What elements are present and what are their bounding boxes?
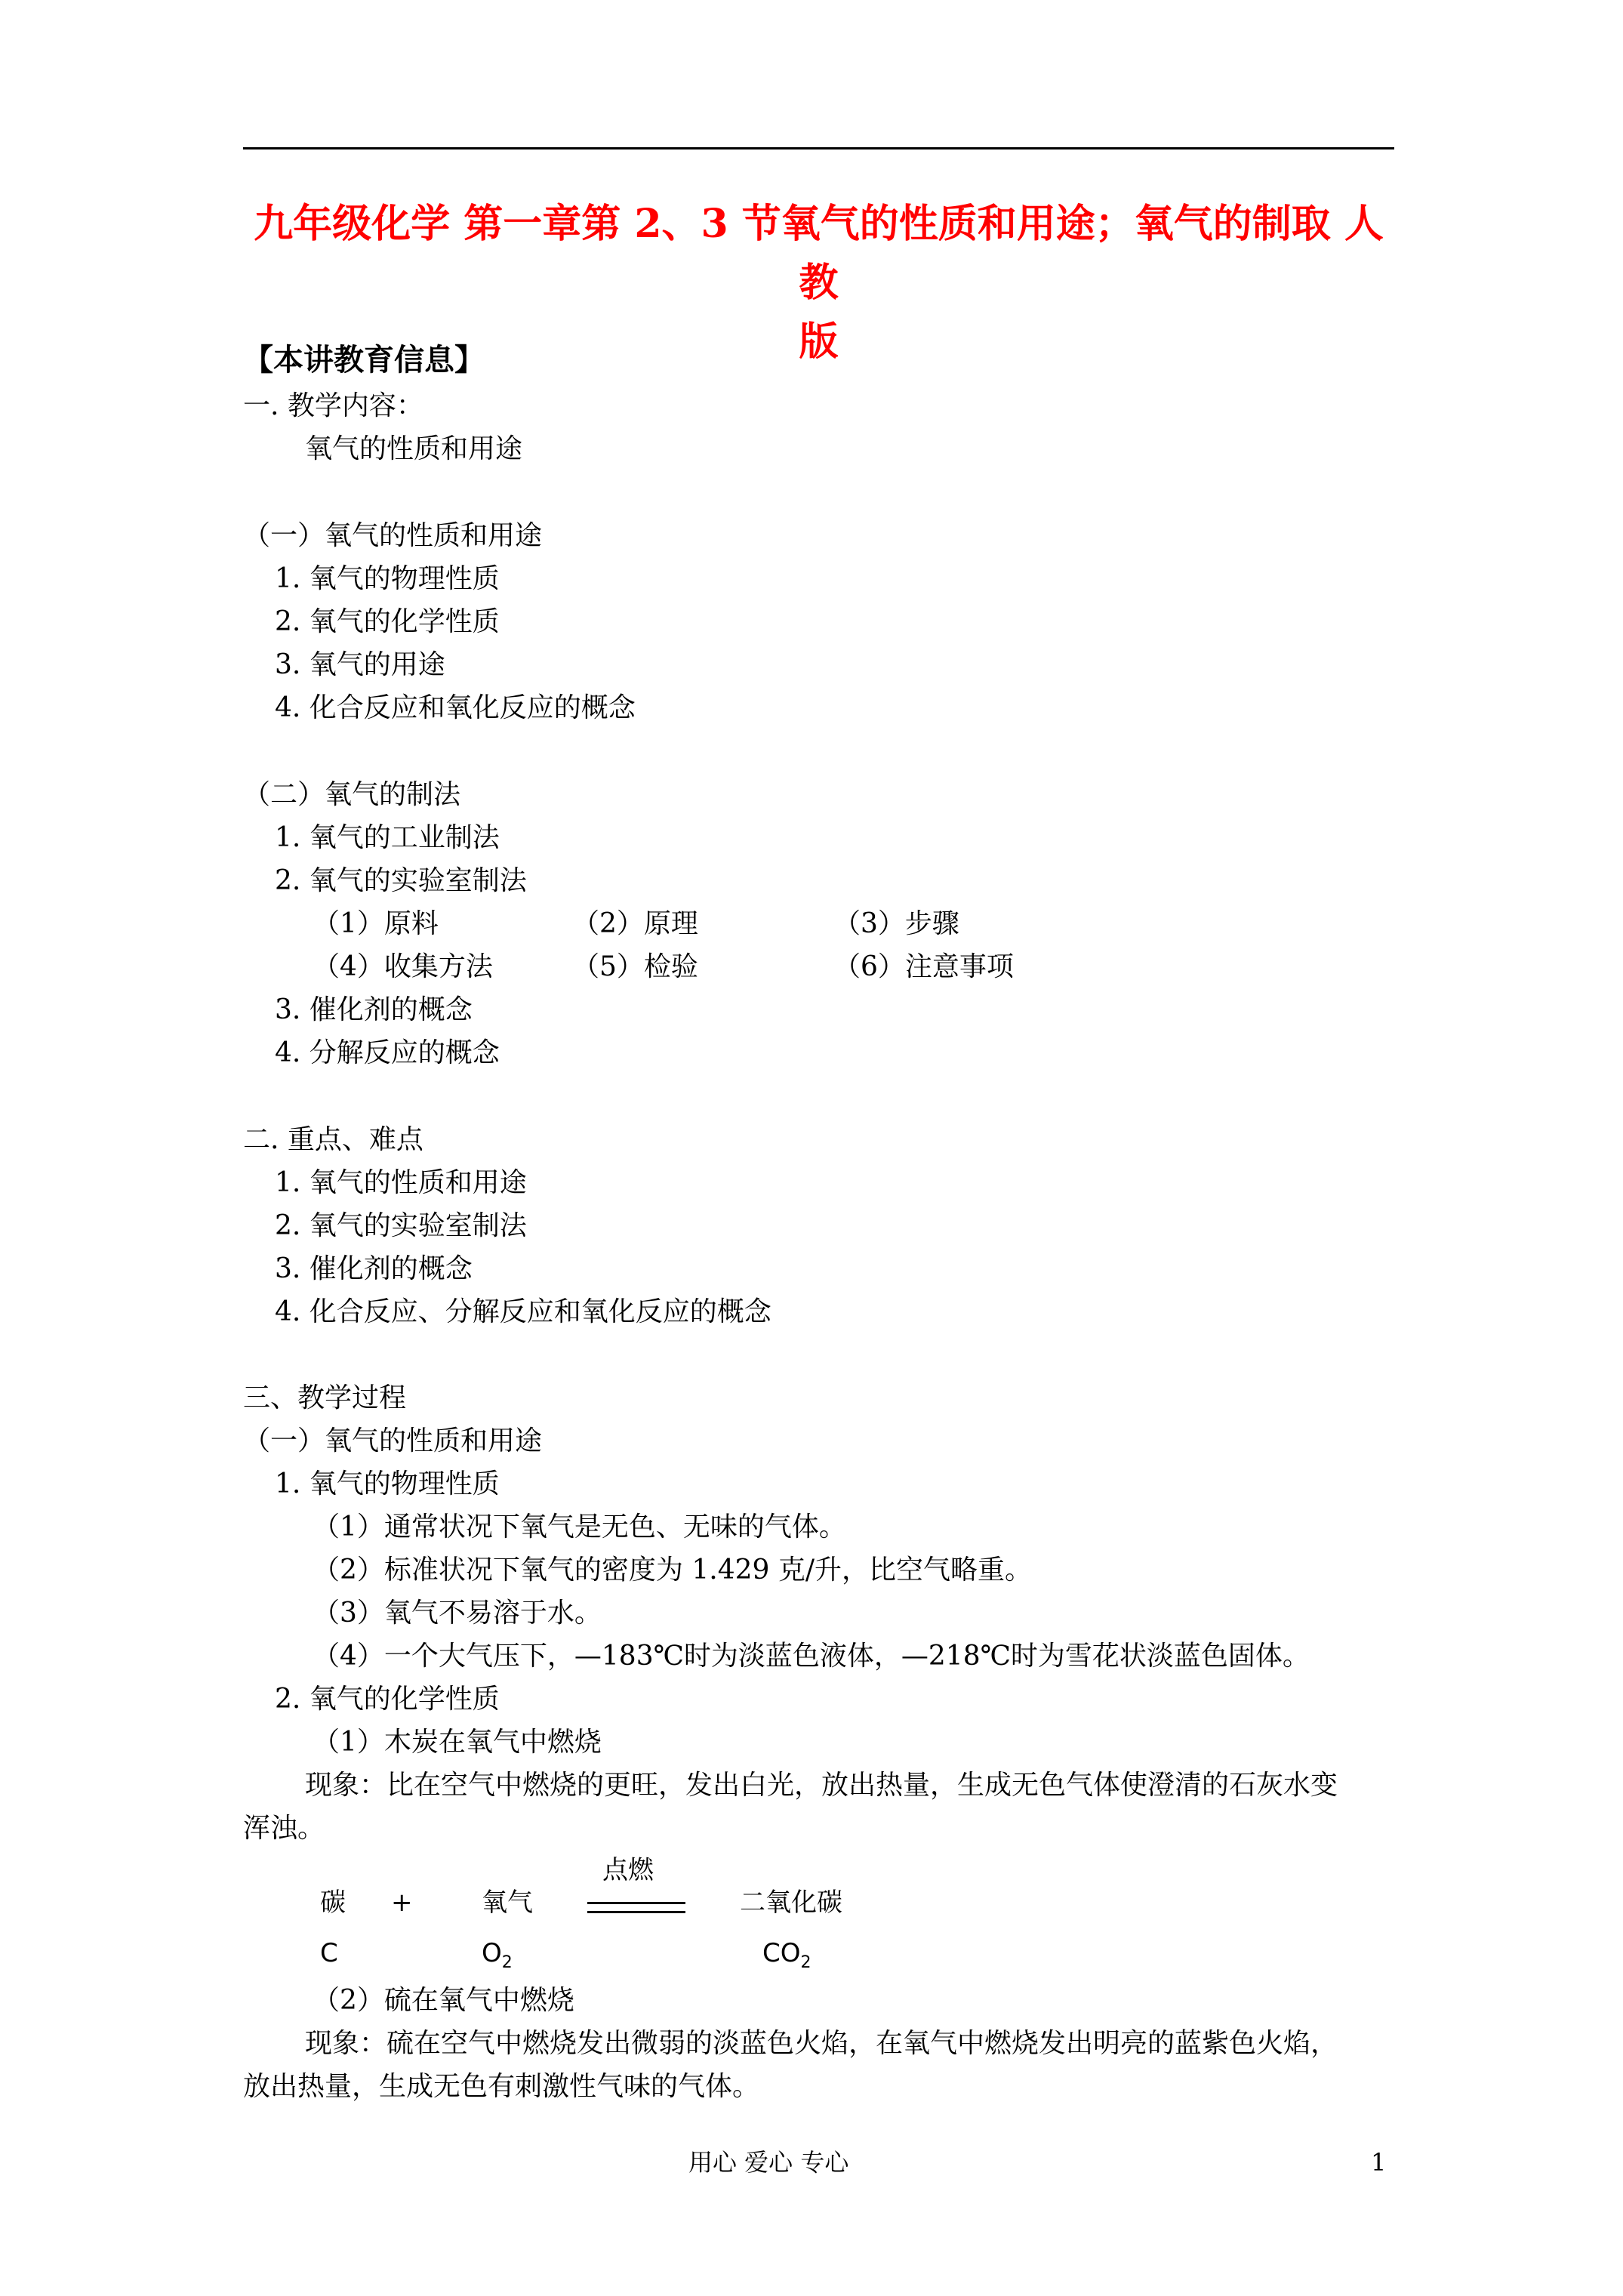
lab-col-item: （1）原料 [313, 908, 439, 939]
carbon-observation-line-2: 浑浊。 [243, 1813, 325, 1844]
list-item: 3. 氧气的用途 [275, 649, 445, 680]
equation-reactant-oxygen: 氧气 [482, 1888, 533, 1918]
chemical-properties-heading: 2. 氧气的化学性质 [275, 1684, 500, 1715]
list-item: 1. 氧气的性质和用途 [275, 1167, 527, 1198]
page-number: 1 [1371, 2148, 1387, 2177]
equation-condition: 点燃 [602, 1855, 654, 1885]
part-2-heading: （二）氧气的制法 [243, 779, 461, 810]
formula-oxygen: $O_2$ [482, 1938, 513, 1972]
list-item: 3. 催化剂的概念 [275, 994, 473, 1025]
section-3-part-1-heading: （一）氧气的性质和用途 [243, 1425, 543, 1456]
list-item: 1. 氧气的工业制法 [275, 822, 500, 853]
list-item: 2. 氧气的化学性质 [275, 606, 500, 637]
list-item: 1. 氧气的物理性质 [275, 563, 500, 594]
list-item: 2. 氧气的实验室制法 [275, 865, 527, 896]
equation-plus: + [391, 1888, 413, 1918]
physical-properties-heading: 1. 氧气的物理性质 [275, 1469, 500, 1499]
sulfur-observation-line-2: 放出热量，生成无色有刺激性气味的气体。 [243, 2071, 760, 2102]
lab-col-item: （3）步骤 [833, 908, 959, 939]
list-item: 4. 化合反应、分解反应和氧化反应的概念 [275, 1296, 771, 1327]
section-3-heading: 三、教学过程 [243, 1382, 407, 1413]
physical-property-item: （2）标准状况下氧气的密度为 1.429 克/升，比空气略重。 [313, 1555, 1032, 1586]
lab-col-item: （2）原理 [572, 908, 698, 939]
lab-col-item: （5）检验 [572, 951, 698, 982]
list-item: 4. 分解反应的概念 [275, 1037, 500, 1068]
formula-carbon-dioxide: $CO_2$ [762, 1938, 812, 1972]
list-item: 3. 催化剂的概念 [275, 1253, 473, 1284]
formula-carbon: C [320, 1938, 338, 1968]
title-line-2: 版 [799, 319, 839, 365]
carbon-combustion-heading: （1）木炭在氧气中燃烧 [313, 1727, 602, 1758]
physical-property-item: （3）氧气不易溶于水。 [313, 1598, 602, 1629]
equation-reactant-carbon: 碳 [320, 1888, 346, 1918]
header-rule [243, 147, 1394, 149]
footer-motto: 用心 爱心 专心 [688, 2148, 849, 2177]
carbon-observation-line-1: 现象：比在空气中燃烧的更旺，发出白光，放出热量，生成无色气体使澄清的石灰水变 [305, 1770, 1338, 1801]
lab-col-item: （4）收集方法 [313, 951, 493, 982]
physical-property-item: （1）通常状况下氧气是无色、无味的气体。 [313, 1512, 846, 1542]
section-info-heading: 【本讲教育信息】 [243, 342, 485, 378]
section-2-heading: 二. 重点、难点 [243, 1124, 423, 1155]
section-1-content: 氧气的性质和用途 [305, 433, 523, 464]
physical-property-item: （4）一个大气压下，—183℃时为淡蓝色液体，—218℃时为雪花状淡蓝色固体。 [313, 1641, 1310, 1672]
equation-product: 二氧化碳 [740, 1888, 842, 1918]
list-item: 2. 氧气的实验室制法 [275, 1210, 527, 1241]
sulfur-observation-line-1: 现象：硫在空气中燃烧发出微弱的淡蓝色火焰，在氧气中燃烧发出明亮的蓝紫色火焰， [305, 2028, 1338, 2059]
list-item: 4. 化合反应和氧化反应的概念 [275, 692, 636, 723]
title-line-1: 九年级化学 第一章第 2、3 节氧气的性质和用途；氧气的制取 人教 [254, 201, 1384, 306]
equation-equals-sign [587, 1902, 685, 1913]
sulfur-combustion-heading: （2）硫在氧气中燃烧 [313, 1985, 574, 2016]
lab-col-item: （6）注意事项 [833, 951, 1014, 982]
part-1-heading: （一）氧气的性质和用途 [243, 520, 543, 551]
section-1-heading: 一. 教学内容： [243, 390, 423, 421]
